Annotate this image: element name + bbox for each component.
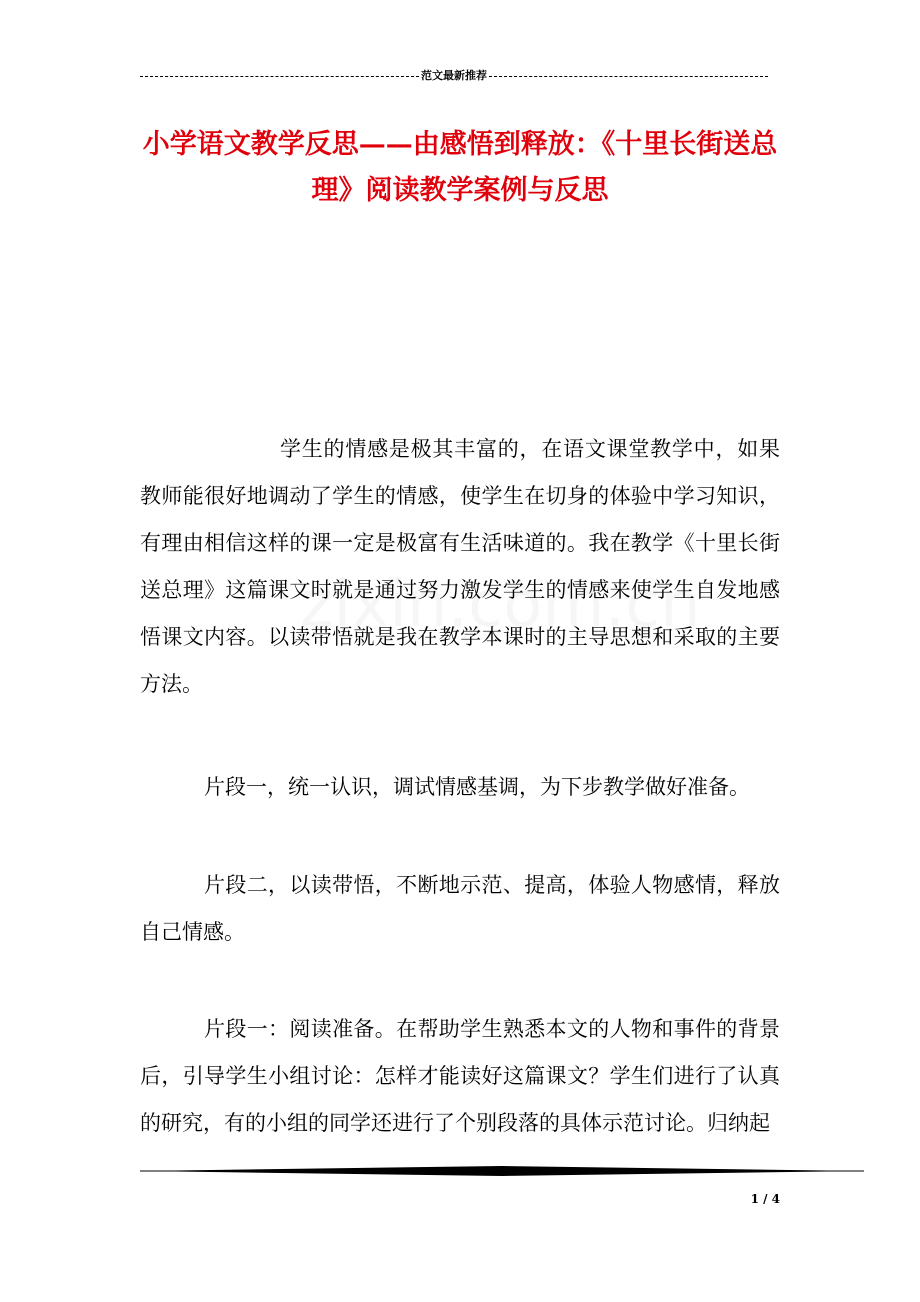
page-header (140, 68, 768, 84)
paragraph-segment-two: 片段二，以读带悟，不断地示范、提高，体验人物感情，释放自己情感。 (140, 873, 780, 944)
paragraph-reading-prep: 片段一：阅读准备。在帮助学生熟悉本文的人物和事件的背景后，引导学生小组讨论：怎样才能读好这篇课文？学生们进行了认真的研究，有的小组的同学还进行了个别段落的具体示范讨论。归纳起 (140, 1017, 780, 1135)
header-dash-right (489, 76, 768, 77)
footer-rule (140, 1164, 864, 1178)
page-number: 1 / 4 (750, 1192, 780, 1206)
header-label: 范文最新推荐 (421, 69, 487, 82)
paragraph-segment-one: 片段一，统一认识，调试情感基调，为下步教学做好准备。 (204, 775, 750, 799)
header-dash-left (140, 76, 419, 77)
paragraph-intro: 学生的情感是极其丰富的，在语文课堂教学中，如果教师能很好地调动了学生的情感，使学生在切身的体验中学习知识，有理由相信这样的课一定是极富有生活味道的。我在教学《十里长街送总理》这篇课文时就是通过努力激发学生的情感来使学生自发地感悟课文内容。以读带悟就是我在教学本课时的主导思想和采取的主要方法。 (140, 437, 780, 696)
document-title: 小学语文教学反思——由感悟到释放：《十里长街送总理》阅读教学案例与反思 (142, 129, 778, 206)
